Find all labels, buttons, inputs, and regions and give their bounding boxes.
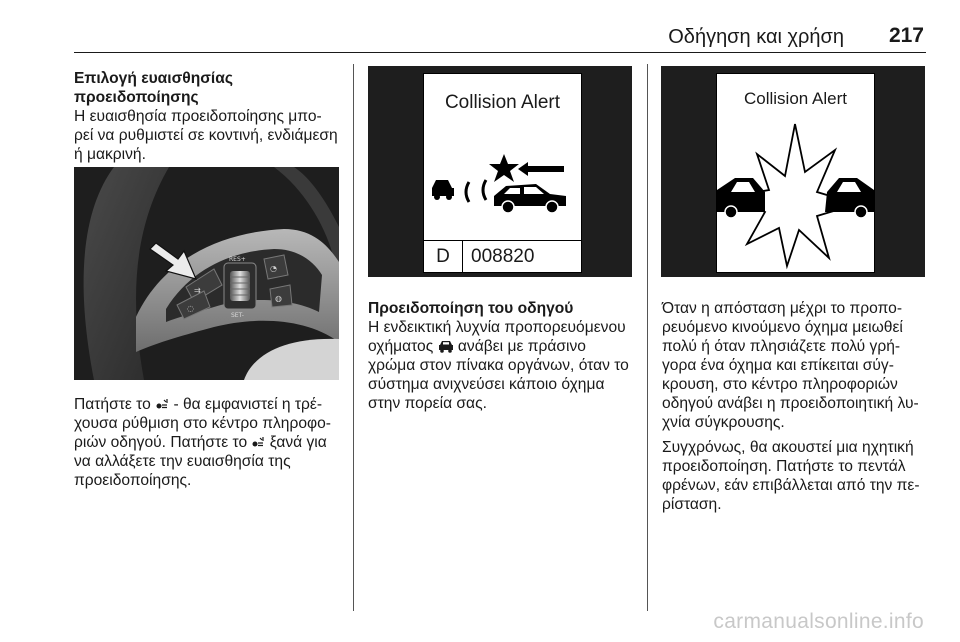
chapter-title: Οδήγηση και χρήση xyxy=(668,26,844,48)
body-line: Όταν η απόσταση μέχρι το προπο- xyxy=(662,300,903,317)
collision-graphic xyxy=(717,120,874,270)
body-line: κρουση, στο κέντρο πληροφοριών xyxy=(662,376,898,393)
set-minus-label: SET- xyxy=(231,312,244,319)
body-line: Η ενδεικτική λυχνία προπορευόμενου xyxy=(368,319,626,336)
svg-text:◍: ◍ xyxy=(275,294,282,303)
body-line: οχήματος ανάβει με πράσινο xyxy=(368,338,586,355)
steering-sensitivity-icon xyxy=(155,397,169,411)
body-line: προειδοποίησης. xyxy=(74,472,192,489)
odometer: 008820 xyxy=(471,246,535,267)
body-line: ρευόμενο κινούμενο όχημα μειωθεί xyxy=(662,319,903,336)
body-line: στην πορεία σας. xyxy=(368,395,487,412)
res-plus-label: RES+ xyxy=(229,256,246,263)
body-line: χνία σύγκρουσης. xyxy=(662,414,785,431)
body-line: να αλλάξετε την ευαισθησία της xyxy=(74,453,291,470)
body-line: σύστημα ανιχνεύσει κάποιο όχημα xyxy=(368,376,605,393)
body-line: Πατήστε το - θα εμφανιστεί η τρέ- xyxy=(74,396,323,413)
section-heading-line-2: προειδοποίησης xyxy=(74,89,199,106)
display-title: Collision Alert xyxy=(744,89,847,108)
body-line: χουσα ρύθμιση στο κέντρο πληροφο- xyxy=(74,415,331,432)
intro-line: Η ευαισθησία προειδοποίησης μπο- xyxy=(74,108,322,125)
body-line: φρένων, εάν επιβάλλεται από την πε- xyxy=(662,477,920,494)
column-divider-2 xyxy=(647,64,648,611)
section-heading-line-1: Επιλογή ευαισθησίας xyxy=(74,70,233,87)
collision-warning-display-figure xyxy=(661,66,925,277)
steering-sensitivity-icon xyxy=(251,435,265,449)
instrument-display xyxy=(423,73,582,273)
column-1-bottom xyxy=(74,395,346,490)
body-line: χρώμα στον πίνακα οργάνων, όταν το xyxy=(368,357,629,374)
steering-wheel-figure xyxy=(74,167,339,380)
svg-text:⇉: ⇉ xyxy=(194,286,201,295)
svg-text:◔: ◔ xyxy=(270,264,277,273)
body-line: οδηγού ανάβει η προειδοποιητική λυ- xyxy=(662,395,919,412)
collision-star-icon xyxy=(489,154,519,182)
page-header xyxy=(74,26,926,53)
steering-wheel-illustration xyxy=(74,167,339,380)
gear-indicator: D xyxy=(424,241,463,273)
vehicle-ahead-graphic xyxy=(424,144,581,234)
intro-line: ή μακρινή. xyxy=(74,146,146,163)
body-line: πολύ ή όταν πλησιάζετε πολύ γρή- xyxy=(662,338,901,355)
body-line: γορα ένα όχημα και επίκειται σύγ- xyxy=(662,357,894,374)
svg-text:◌: ◌ xyxy=(187,304,194,313)
body-line: Συγχρόνως, θα ακουστεί μια ηχητική xyxy=(662,439,914,456)
body-line: προειδοποίηση. Πατήστε το πεντάλ xyxy=(662,458,906,475)
vehicle-ahead-icon xyxy=(432,180,454,200)
column-3-text xyxy=(662,299,930,514)
display-title: Collision Alert xyxy=(444,92,561,113)
display-status-bar xyxy=(424,240,581,273)
column-2-text xyxy=(368,299,640,413)
vehicle-ahead-icon xyxy=(438,339,454,353)
section-heading: Προειδοποίηση του οδηγού xyxy=(368,300,574,317)
body-line: ριών οδηγού. Πατήστε το ξανά για xyxy=(74,434,327,451)
collision-alert-display-figure xyxy=(368,66,632,277)
body-line: ρίσταση. xyxy=(662,496,722,513)
column-1-top xyxy=(74,69,344,164)
intro-line: ρεί να ρυθμιστεί σε κοντινή, ενδιάμεση xyxy=(74,127,338,144)
column-divider-1 xyxy=(353,64,354,611)
instrument-display xyxy=(716,73,875,273)
watermark[interactable]: carmanualsonline.info xyxy=(713,610,924,633)
page-number: 217 xyxy=(888,24,924,47)
